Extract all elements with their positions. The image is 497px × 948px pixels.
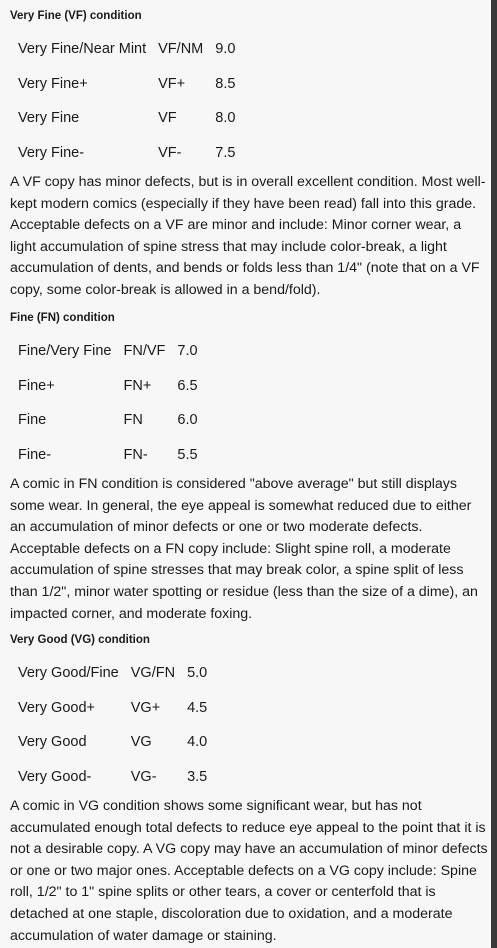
grade-name: Very Good <box>18 734 87 751</box>
section-description: A comic in VG condition shows some significant wear, but has not accumulated enough total defects to reduce eye appeal to the point that it is not a desirable copy. A VG copy may have an accumulation of minor defects or one or two major ones. Acceptable defects on a VG copy include: Spine roll, 1/2" to 1" spine splits or other tears, a cover or centerfold that is detached at one staple, discoloration due to oxidation, and a moderate accumulation of water damage or staining. <box>10 798 488 944</box>
grade-score: 8.5 <box>215 75 236 92</box>
table-row <box>18 334 198 369</box>
grade-abbr: VG+ <box>130 699 161 716</box>
grade-name: Very Fine- <box>18 144 85 161</box>
grade-table <box>18 334 198 472</box>
grade-name: Very Fine+ <box>18 75 88 92</box>
table-row <box>18 725 207 760</box>
table-row <box>18 369 198 404</box>
grade-abbr: VG/FN <box>130 665 176 682</box>
grade-abbr: FN+ <box>123 377 152 394</box>
table-row <box>18 438 198 473</box>
grade-name: Fine- <box>18 446 52 463</box>
section-description: A VF copy has minor defects, but is in overall excellent condition. Most well-kept modern comics (especially if they have been read) fall into this grade. Acceptable defects on a VF are minor and include: Minor corner wear, a light accumulation of spine stress that may include color-break, a light accumulation of dents, and bends or folds less than 1/4" (note that on a VF copy, some color-break is allowed in a bend/fold). <box>10 174 486 298</box>
section-title: Very Good (VG) condition <box>10 634 150 646</box>
grade-score: 6.5 <box>177 377 198 394</box>
grade-score: 7.0 <box>177 343 198 360</box>
grade-score: 5.0 <box>187 665 208 682</box>
grade-score: 9.0 <box>215 41 236 58</box>
grade-name: Very Good- <box>18 768 92 785</box>
grade-score: 4.0 <box>187 734 208 751</box>
grade-abbr: VG <box>130 734 152 751</box>
section-very-good <box>10 624 488 947</box>
grade-name: Very Fine/Near Mint <box>18 41 147 58</box>
section-title: Very Fine (VF) condition <box>10 10 142 22</box>
grade-score: 3.5 <box>187 768 208 785</box>
grade-score: 4.5 <box>187 699 208 716</box>
grade-abbr: VF+ <box>158 75 186 92</box>
grade-abbr: FN/VF <box>123 343 166 360</box>
scrollbar[interactable] <box>491 0 497 948</box>
grade-abbr: VF <box>158 110 177 127</box>
grade-name: Fine+ <box>18 377 55 394</box>
grade-score: 5.5 <box>177 446 198 463</box>
grade-table <box>18 656 207 794</box>
grade-name: Very Fine <box>18 110 80 127</box>
section-very-fine <box>10 0 488 302</box>
section-description: A comic in FN condition is considered "above average" but still displays some wear. In general, the eye appeal is somewhat reduced due to either an accumulation of minor defects or one or two moderate defects. Acceptable defects on a FN copy include: Slight spine roll, a moderate accumulation of spine stresses that may break color, a spine split of less than 1/2", minor water spotting or residue (less than the size of a dime), an impacted corner, and moderate foxing. <box>10 476 478 622</box>
section-fine <box>10 302 488 625</box>
table-row <box>18 656 207 691</box>
grade-score: 6.0 <box>177 412 198 429</box>
grade-abbr: FN- <box>123 446 148 463</box>
grade-abbr: FN <box>123 412 143 429</box>
grade-name: Very Good+ <box>18 699 95 716</box>
grade-abbr: VF- <box>158 144 182 161</box>
table-row <box>18 403 198 438</box>
table-row <box>18 691 207 726</box>
grade-abbr: VG- <box>130 768 157 785</box>
grade-score: 7.5 <box>215 144 236 161</box>
table-row <box>18 101 235 136</box>
table-row <box>18 760 207 795</box>
section-title: Fine (FN) condition <box>10 312 115 324</box>
grade-table <box>18 32 235 170</box>
table-row <box>18 32 235 67</box>
grade-name: Very Good/Fine <box>18 665 119 682</box>
grade-abbr: VF/NM <box>158 41 204 58</box>
grade-score: 8.0 <box>215 110 236 127</box>
table-row <box>18 67 235 102</box>
grade-name: Fine <box>18 412 47 429</box>
grade-name: Fine/Very Fine <box>18 343 112 360</box>
table-row <box>18 136 235 171</box>
